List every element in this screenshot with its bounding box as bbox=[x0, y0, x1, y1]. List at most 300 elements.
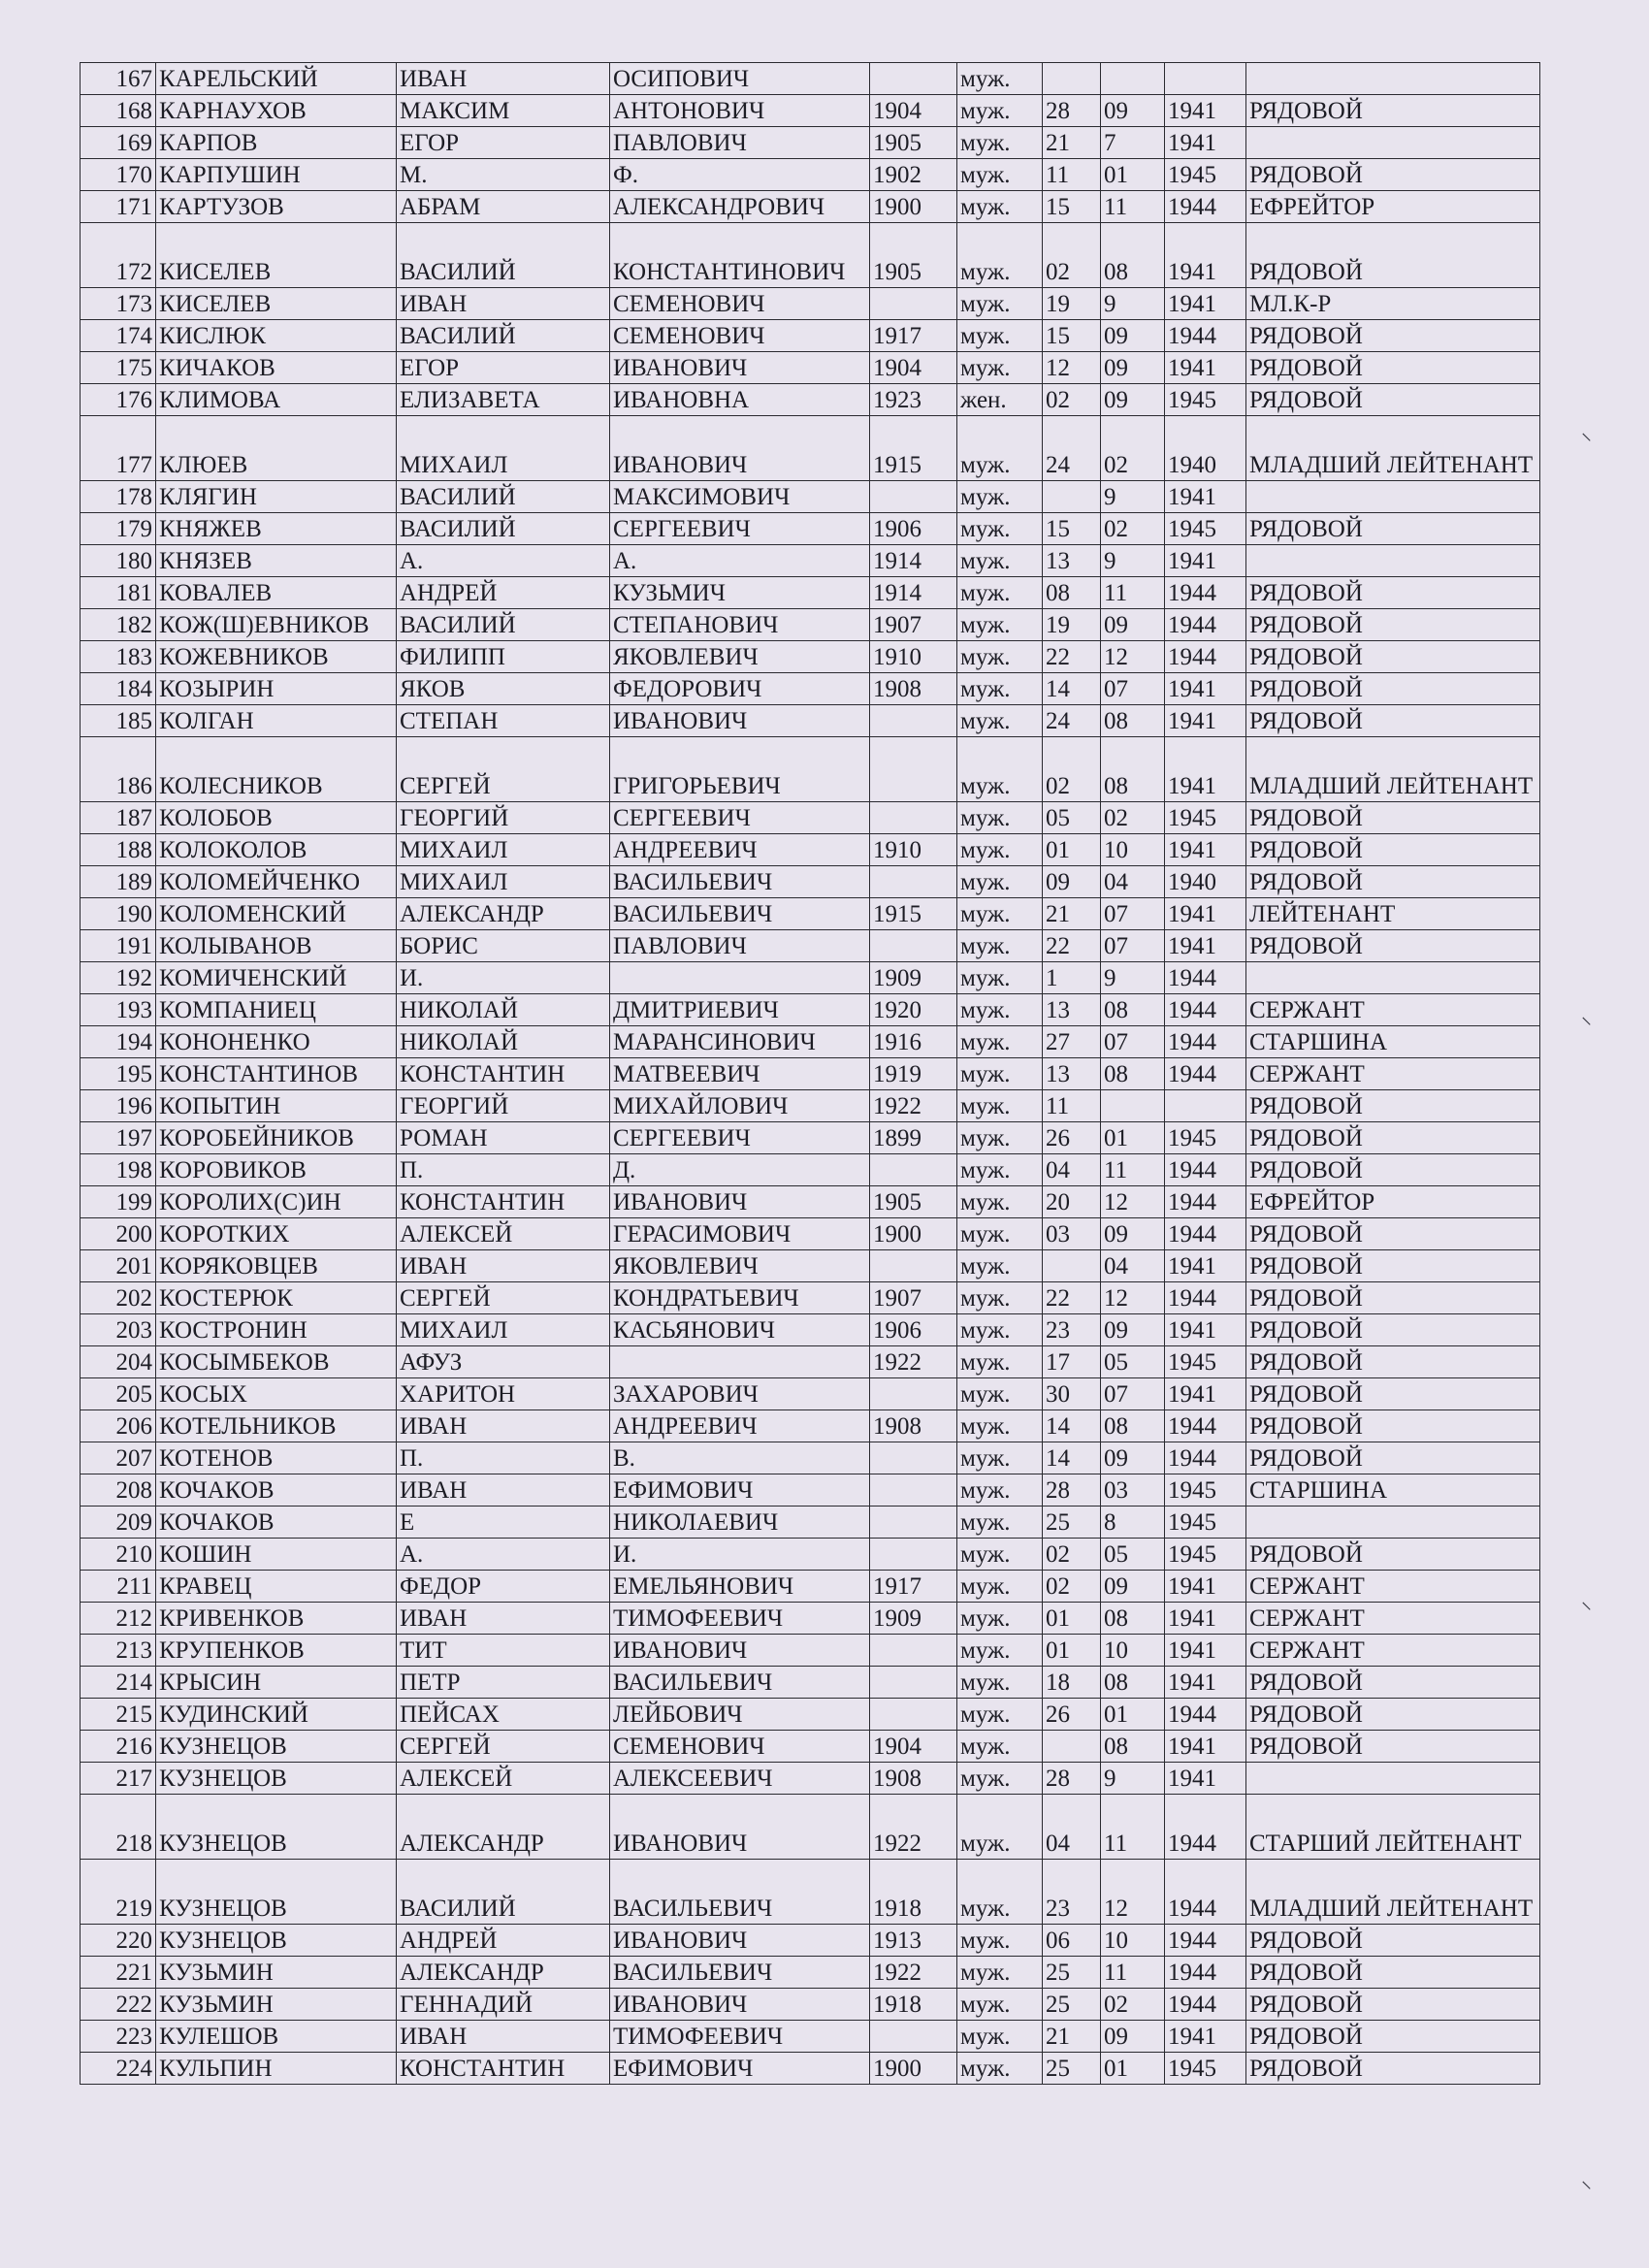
surname-cell: КОШИН bbox=[156, 1539, 397, 1571]
death-day-cell bbox=[1043, 63, 1101, 95]
death-year-cell: 1944 bbox=[1165, 1989, 1246, 2021]
row-number-cell: 192 bbox=[81, 962, 156, 994]
row-number-cell: 221 bbox=[81, 1957, 156, 1989]
row-number-cell: 201 bbox=[81, 1250, 156, 1282]
row-number-cell: 215 bbox=[81, 1699, 156, 1731]
first-name-cell: КОНСТАНТИН bbox=[397, 1058, 610, 1090]
birth-year-cell bbox=[870, 288, 957, 320]
patronymic-cell: АНДРЕЕВИЧ bbox=[610, 834, 870, 866]
death-month-cell: 10 bbox=[1101, 1925, 1165, 1957]
surname-cell: КОЛГАН bbox=[156, 705, 397, 737]
rank-cell: РЯДОВОЙ bbox=[1246, 1731, 1540, 1763]
death-day-cell: 25 bbox=[1043, 1989, 1101, 2021]
table-row bbox=[81, 898, 1540, 930]
surname-cell: КЛЮЕВ bbox=[156, 416, 397, 481]
table-row bbox=[81, 802, 1540, 834]
death-day-cell: 28 bbox=[1043, 95, 1101, 127]
rank-cell: ЛЕЙТЕНАНТ bbox=[1246, 898, 1540, 930]
birth-year-cell: 1915 bbox=[870, 898, 957, 930]
rank-cell: МЛАДШИЙ ЛЕЙТЕНАНТ bbox=[1246, 416, 1540, 481]
margin-mark: ⸜ bbox=[1581, 1590, 1593, 1614]
patronymic-cell: ИВАНОВИЧ bbox=[610, 1635, 870, 1667]
birth-year-cell: 1916 bbox=[870, 1026, 957, 1058]
birth-year-cell: 1905 bbox=[870, 223, 957, 288]
surname-cell: КНЯЗЕВ bbox=[156, 545, 397, 577]
death-month-cell: 09 bbox=[1101, 1571, 1165, 1603]
table-row bbox=[81, 416, 1540, 481]
table-row bbox=[81, 95, 1540, 127]
first-name-cell: СТЕПАН bbox=[397, 705, 610, 737]
death-month-cell: 12 bbox=[1101, 1860, 1165, 1925]
death-day-cell: 1 bbox=[1043, 962, 1101, 994]
table-row bbox=[81, 930, 1540, 962]
rank-cell: РЯДОВОЙ bbox=[1246, 1090, 1540, 1122]
first-name-cell: П. bbox=[397, 1442, 610, 1474]
sex-cell: муж. bbox=[957, 127, 1043, 159]
table-row bbox=[81, 159, 1540, 191]
surname-cell: КАРТУЗОВ bbox=[156, 191, 397, 223]
row-number-cell: 211 bbox=[81, 1571, 156, 1603]
table-row bbox=[81, 1282, 1540, 1314]
death-day-cell: 13 bbox=[1043, 545, 1101, 577]
row-number-cell: 176 bbox=[81, 384, 156, 416]
first-name-cell: КОНСТАНТИН bbox=[397, 2053, 610, 2085]
table-row bbox=[81, 1635, 1540, 1667]
rank-cell: МЛ.К-Р bbox=[1246, 288, 1540, 320]
patronymic-cell: АНДРЕЕВИЧ bbox=[610, 1410, 870, 1442]
patronymic-cell: ИВАНОВИЧ bbox=[610, 705, 870, 737]
row-number-cell: 172 bbox=[81, 223, 156, 288]
rank-cell: РЯДОВОЙ bbox=[1246, 1539, 1540, 1571]
rank-cell: МЛАДШИЙ ЛЕЙТЕНАНТ bbox=[1246, 737, 1540, 802]
table-row bbox=[81, 1154, 1540, 1186]
patronymic-cell: ЕФИМОВИЧ bbox=[610, 1474, 870, 1507]
table-row bbox=[81, 1378, 1540, 1410]
death-day-cell: 21 bbox=[1043, 127, 1101, 159]
table-row bbox=[81, 545, 1540, 577]
birth-year-cell bbox=[870, 802, 957, 834]
row-number-cell: 189 bbox=[81, 866, 156, 898]
death-day-cell: 15 bbox=[1043, 320, 1101, 352]
sex-cell: муж. bbox=[957, 962, 1043, 994]
surname-cell: КУЗЬМИН bbox=[156, 1957, 397, 1989]
death-year-cell: 1941 bbox=[1165, 1731, 1246, 1763]
birth-year-cell: 1908 bbox=[870, 1763, 957, 1795]
death-month-cell: 08 bbox=[1101, 1410, 1165, 1442]
row-number-cell: 187 bbox=[81, 802, 156, 834]
birth-year-cell bbox=[870, 1635, 957, 1667]
sex-cell: муж. bbox=[957, 1731, 1043, 1763]
surname-cell: КОРОЛИХ(С)ИН bbox=[156, 1186, 397, 1218]
death-year-cell: 1944 bbox=[1165, 577, 1246, 609]
patronymic-cell: МАКСИМОВИЧ bbox=[610, 481, 870, 513]
birth-year-cell bbox=[870, 481, 957, 513]
surname-cell: КОНСТАНТИНОВ bbox=[156, 1058, 397, 1090]
birth-year-cell: 1899 bbox=[870, 1122, 957, 1154]
birth-year-cell: 1915 bbox=[870, 416, 957, 481]
death-year-cell: 1944 bbox=[1165, 1699, 1246, 1731]
death-month-cell: 11 bbox=[1101, 577, 1165, 609]
death-month-cell: 02 bbox=[1101, 513, 1165, 545]
table-row bbox=[81, 320, 1540, 352]
death-year-cell: 1941 bbox=[1165, 1378, 1246, 1410]
birth-year-cell: 1923 bbox=[870, 384, 957, 416]
row-number-cell: 223 bbox=[81, 2021, 156, 2053]
patronymic-cell: ВАСИЛЬЕВИЧ bbox=[610, 898, 870, 930]
surname-cell: КАРНАУХОВ bbox=[156, 95, 397, 127]
patronymic-cell: ИВАНОВИЧ bbox=[610, 1186, 870, 1218]
death-day-cell: 20 bbox=[1043, 1186, 1101, 1218]
rank-cell bbox=[1246, 127, 1540, 159]
death-year-cell: 1945 bbox=[1165, 513, 1246, 545]
rank-cell: РЯДОВОЙ bbox=[1246, 1989, 1540, 2021]
death-month-cell: 02 bbox=[1101, 802, 1165, 834]
table-row bbox=[81, 1250, 1540, 1282]
death-year-cell: 1945 bbox=[1165, 802, 1246, 834]
birth-year-cell: 1914 bbox=[870, 577, 957, 609]
birth-year-cell: 1910 bbox=[870, 834, 957, 866]
death-day-cell: 17 bbox=[1043, 1346, 1101, 1378]
first-name-cell: ГЕННАДИЙ bbox=[397, 1989, 610, 2021]
death-month-cell: 12 bbox=[1101, 1186, 1165, 1218]
death-year-cell: 1941 bbox=[1165, 930, 1246, 962]
first-name-cell: П. bbox=[397, 1154, 610, 1186]
death-year-cell: 1944 bbox=[1165, 1218, 1246, 1250]
death-month-cell bbox=[1101, 1090, 1165, 1122]
death-day-cell: 15 bbox=[1043, 513, 1101, 545]
death-year-cell: 1941 bbox=[1165, 673, 1246, 705]
sex-cell: муж. bbox=[957, 1410, 1043, 1442]
surname-cell: КРЫСИН bbox=[156, 1667, 397, 1699]
patronymic-cell: А. bbox=[610, 545, 870, 577]
death-year-cell: 1941 bbox=[1165, 1667, 1246, 1699]
death-day-cell: 02 bbox=[1043, 1571, 1101, 1603]
surname-cell: КОЛЕСНИКОВ bbox=[156, 737, 397, 802]
death-year-cell: 1945 bbox=[1165, 1122, 1246, 1154]
sex-cell: муж. bbox=[957, 1571, 1043, 1603]
death-day-cell: 03 bbox=[1043, 1218, 1101, 1250]
sex-cell: муж. bbox=[957, 1218, 1043, 1250]
birth-year-cell bbox=[870, 2021, 957, 2053]
sex-cell: муж. bbox=[957, 737, 1043, 802]
margin-mark: ⸜ bbox=[1581, 1005, 1593, 1029]
death-month-cell: 11 bbox=[1101, 1957, 1165, 1989]
table-row bbox=[81, 705, 1540, 737]
rank-cell: РЯДОВОЙ bbox=[1246, 95, 1540, 127]
death-month-cell: 09 bbox=[1101, 1442, 1165, 1474]
sex-cell: муж. bbox=[957, 1603, 1043, 1635]
rank-cell: РЯДОВОЙ bbox=[1246, 705, 1540, 737]
surname-cell: КУЛЕШОВ bbox=[156, 2021, 397, 2053]
first-name-cell: ТИТ bbox=[397, 1635, 610, 1667]
birth-year-cell: 1913 bbox=[870, 1925, 957, 1957]
table-row bbox=[81, 384, 1540, 416]
row-number-cell: 179 bbox=[81, 513, 156, 545]
sex-cell: муж. bbox=[957, 994, 1043, 1026]
patronymic-cell: СЕМЕНОВИЧ bbox=[610, 288, 870, 320]
death-year-cell: 1944 bbox=[1165, 641, 1246, 673]
death-month-cell: 05 bbox=[1101, 1539, 1165, 1571]
row-number-cell: 182 bbox=[81, 609, 156, 641]
row-number-cell: 195 bbox=[81, 1058, 156, 1090]
death-year-cell: 1945 bbox=[1165, 2053, 1246, 2085]
rank-cell bbox=[1246, 545, 1540, 577]
row-number-cell: 216 bbox=[81, 1731, 156, 1763]
death-month-cell: 9 bbox=[1101, 545, 1165, 577]
table-row bbox=[81, 1474, 1540, 1507]
row-number-cell: 168 bbox=[81, 95, 156, 127]
table-row bbox=[81, 1860, 1540, 1925]
patronymic-cell: НИКОЛАЕВИЧ bbox=[610, 1507, 870, 1539]
first-name-cell: ЕЛИЗАВЕТА bbox=[397, 384, 610, 416]
rank-cell: МЛАДШИЙ ЛЕЙТЕНАНТ bbox=[1246, 1860, 1540, 1925]
row-number-cell: 212 bbox=[81, 1603, 156, 1635]
birth-year-cell: 1918 bbox=[870, 1989, 957, 2021]
birth-year-cell: 1908 bbox=[870, 1410, 957, 1442]
sex-cell: муж. bbox=[957, 705, 1043, 737]
birth-year-cell: 1922 bbox=[870, 1090, 957, 1122]
death-month-cell: 09 bbox=[1101, 1218, 1165, 1250]
rank-cell: РЯДОВОЙ bbox=[1246, 1122, 1540, 1154]
first-name-cell: ФИЛИПП bbox=[397, 641, 610, 673]
surname-cell: КОСТЕРЮК bbox=[156, 1282, 397, 1314]
sex-cell: муж. bbox=[957, 1314, 1043, 1346]
table-row bbox=[81, 513, 1540, 545]
surname-cell: КАРПОВ bbox=[156, 127, 397, 159]
birth-year-cell bbox=[870, 1539, 957, 1571]
birth-year-cell: 1922 bbox=[870, 1957, 957, 1989]
patronymic-cell: ПАВЛОВИЧ bbox=[610, 930, 870, 962]
sex-cell: муж. bbox=[957, 1474, 1043, 1507]
surname-cell: КОЧАКОВ bbox=[156, 1474, 397, 1507]
death-day-cell: 15 bbox=[1043, 191, 1101, 223]
death-day-cell: 23 bbox=[1043, 1860, 1101, 1925]
death-month-cell: 11 bbox=[1101, 1795, 1165, 1860]
first-name-cell: МИХАИЛ bbox=[397, 1314, 610, 1346]
surname-cell: КУЗНЕЦОВ bbox=[156, 1763, 397, 1795]
birth-year-cell: 1907 bbox=[870, 609, 957, 641]
table-row bbox=[81, 223, 1540, 288]
birth-year-cell: 1918 bbox=[870, 1860, 957, 1925]
death-day-cell: 04 bbox=[1043, 1795, 1101, 1860]
surname-cell: КОМПАНИЕЦ bbox=[156, 994, 397, 1026]
sex-cell: муж. bbox=[957, 1122, 1043, 1154]
sex-cell: муж. bbox=[957, 1058, 1043, 1090]
patronymic-cell: ГРИГОРЬЕВИЧ bbox=[610, 737, 870, 802]
sex-cell: муж. bbox=[957, 416, 1043, 481]
death-month-cell: 01 bbox=[1101, 1122, 1165, 1154]
birth-year-cell: 1906 bbox=[870, 513, 957, 545]
surname-cell: КОТЕЛЬНИКОВ bbox=[156, 1410, 397, 1442]
surname-cell: КОЧАКОВ bbox=[156, 1507, 397, 1539]
table-row bbox=[81, 1989, 1540, 2021]
row-number-cell: 183 bbox=[81, 641, 156, 673]
casualty-list-table-container bbox=[80, 62, 1539, 2085]
first-name-cell: МИХАИЛ bbox=[397, 834, 610, 866]
death-month-cell: 02 bbox=[1101, 1989, 1165, 2021]
death-year-cell: 1944 bbox=[1165, 609, 1246, 641]
birth-year-cell: 1910 bbox=[870, 641, 957, 673]
first-name-cell: ПЕТР bbox=[397, 1667, 610, 1699]
birth-year-cell: 1900 bbox=[870, 1218, 957, 1250]
first-name-cell: А. bbox=[397, 545, 610, 577]
surname-cell: КОСЫМБЕКОВ bbox=[156, 1346, 397, 1378]
death-year-cell: 1944 bbox=[1165, 1282, 1246, 1314]
death-month-cell: 9 bbox=[1101, 962, 1165, 994]
sex-cell: муж. bbox=[957, 320, 1043, 352]
surname-cell: КЛИМОВА bbox=[156, 384, 397, 416]
birth-year-cell: 1900 bbox=[870, 191, 957, 223]
death-year-cell: 1944 bbox=[1165, 1154, 1246, 1186]
row-number-cell: 188 bbox=[81, 834, 156, 866]
death-day-cell bbox=[1043, 481, 1101, 513]
sex-cell: муж. bbox=[957, 545, 1043, 577]
death-month-cell: 9 bbox=[1101, 1763, 1165, 1795]
sex-cell: жен. bbox=[957, 384, 1043, 416]
patronymic-cell: АНТОНОВИЧ bbox=[610, 95, 870, 127]
death-day-cell: 01 bbox=[1043, 1603, 1101, 1635]
death-month-cell: 08 bbox=[1101, 1603, 1165, 1635]
sex-cell: муж. bbox=[957, 1763, 1043, 1795]
sex-cell: муж. bbox=[957, 1925, 1043, 1957]
rank-cell: РЯДОВОЙ bbox=[1246, 609, 1540, 641]
rank-cell: РЯДОВОЙ bbox=[1246, 1314, 1540, 1346]
death-year-cell: 1944 bbox=[1165, 1442, 1246, 1474]
table-row bbox=[81, 994, 1540, 1026]
surname-cell: КОЖЕВНИКОВ bbox=[156, 641, 397, 673]
surname-cell: КОЛОБОВ bbox=[156, 802, 397, 834]
rank-cell bbox=[1246, 1507, 1540, 1539]
birth-year-cell bbox=[870, 1474, 957, 1507]
table-row bbox=[81, 352, 1540, 384]
death-year-cell: 1941 bbox=[1165, 2021, 1246, 2053]
first-name-cell: СЕРГЕЙ bbox=[397, 737, 610, 802]
birth-year-cell: 1908 bbox=[870, 673, 957, 705]
death-day-cell: 09 bbox=[1043, 866, 1101, 898]
birth-year-cell bbox=[870, 737, 957, 802]
table-row bbox=[81, 1218, 1540, 1250]
patronymic-cell: Д. bbox=[610, 1154, 870, 1186]
sex-cell: муж. bbox=[957, 223, 1043, 288]
death-day-cell: 12 bbox=[1043, 352, 1101, 384]
rank-cell: РЯДОВОЙ bbox=[1246, 1410, 1540, 1442]
rank-cell: СЕРЖАНТ bbox=[1246, 994, 1540, 1026]
table-row bbox=[81, 641, 1540, 673]
table-row bbox=[81, 1795, 1540, 1860]
death-day-cell: 14 bbox=[1043, 1442, 1101, 1474]
rank-cell: РЯДОВОЙ bbox=[1246, 577, 1540, 609]
surname-cell: КЛЯГИН bbox=[156, 481, 397, 513]
sex-cell: муж. bbox=[957, 930, 1043, 962]
birth-year-cell bbox=[870, 705, 957, 737]
surname-cell: КОРОТКИХ bbox=[156, 1218, 397, 1250]
row-number-cell: 180 bbox=[81, 545, 156, 577]
row-number-cell: 198 bbox=[81, 1154, 156, 1186]
rank-cell: РЯДОВОЙ bbox=[1246, 513, 1540, 545]
table-row bbox=[81, 63, 1540, 95]
patronymic-cell: СЕМЕНОВИЧ bbox=[610, 1731, 870, 1763]
rank-cell: РЯДОВОЙ bbox=[1246, 1346, 1540, 1378]
surname-cell: КУЗНЕЦОВ bbox=[156, 1860, 397, 1925]
surname-cell: КОСТРОНИН bbox=[156, 1314, 397, 1346]
death-month-cell: 11 bbox=[1101, 191, 1165, 223]
casualty-list-table bbox=[80, 62, 1540, 2085]
table-row bbox=[81, 1314, 1540, 1346]
first-name-cell: АНДРЕЙ bbox=[397, 577, 610, 609]
patronymic-cell: ИВАНОВИЧ bbox=[610, 1795, 870, 1860]
death-day-cell: 08 bbox=[1043, 577, 1101, 609]
death-day-cell: 27 bbox=[1043, 1026, 1101, 1058]
table-row bbox=[81, 1186, 1540, 1218]
death-month-cell: 01 bbox=[1101, 159, 1165, 191]
sex-cell: муж. bbox=[957, 1507, 1043, 1539]
death-year-cell: 1941 bbox=[1165, 1603, 1246, 1635]
rank-cell: ЕФРЕЙТОР bbox=[1246, 191, 1540, 223]
rank-cell: СТАРШИЙ ЛЕЙТЕНАНТ bbox=[1246, 1795, 1540, 1860]
first-name-cell: ВАСИЛИЙ bbox=[397, 320, 610, 352]
death-day-cell: 06 bbox=[1043, 1925, 1101, 1957]
rank-cell: РЯДОВОЙ bbox=[1246, 802, 1540, 834]
sex-cell: муж. bbox=[957, 1026, 1043, 1058]
patronymic-cell: ТИМОФЕЕВИЧ bbox=[610, 1603, 870, 1635]
patronymic-cell: ИВАНОВИЧ bbox=[610, 1989, 870, 2021]
row-number-cell: 224 bbox=[81, 2053, 156, 2085]
death-day-cell: 19 bbox=[1043, 609, 1101, 641]
row-number-cell: 178 bbox=[81, 481, 156, 513]
rank-cell: РЯДОВОЙ bbox=[1246, 641, 1540, 673]
table-row bbox=[81, 127, 1540, 159]
birth-year-cell: 1906 bbox=[870, 1314, 957, 1346]
sex-cell: муж. bbox=[957, 1860, 1043, 1925]
death-year-cell: 1941 bbox=[1165, 1314, 1246, 1346]
death-year-cell: 1945 bbox=[1165, 384, 1246, 416]
death-day-cell: 23 bbox=[1043, 1314, 1101, 1346]
first-name-cell: МИХАИЛ bbox=[397, 866, 610, 898]
rank-cell: РЯДОВОЙ bbox=[1246, 352, 1540, 384]
first-name-cell: ИВАН bbox=[397, 288, 610, 320]
patronymic-cell: ЗАХАРОВИЧ bbox=[610, 1378, 870, 1410]
first-name-cell: АЛЕКСАНДР bbox=[397, 1795, 610, 1860]
rank-cell: РЯДОВОЙ bbox=[1246, 384, 1540, 416]
death-day-cell: 22 bbox=[1043, 641, 1101, 673]
death-year-cell: 1941 bbox=[1165, 898, 1246, 930]
birth-year-cell: 1902 bbox=[870, 159, 957, 191]
patronymic-cell: СЕРГЕЕВИЧ bbox=[610, 802, 870, 834]
row-number-cell: 177 bbox=[81, 416, 156, 481]
table-row bbox=[81, 673, 1540, 705]
death-year-cell: 1940 bbox=[1165, 866, 1246, 898]
table-row bbox=[81, 609, 1540, 641]
patronymic-cell: ВАСИЛЬЕВИЧ bbox=[610, 1860, 870, 1925]
patronymic-cell: ВАСИЛЬЕВИЧ bbox=[610, 1957, 870, 1989]
death-month-cell: 01 bbox=[1101, 1699, 1165, 1731]
surname-cell: КОСЫХ bbox=[156, 1378, 397, 1410]
surname-cell: КУЗНЕЦОВ bbox=[156, 1731, 397, 1763]
rank-cell: РЯДОВОЙ bbox=[1246, 834, 1540, 866]
death-month-cell: 10 bbox=[1101, 834, 1165, 866]
sex-cell: муж. bbox=[957, 513, 1043, 545]
rank-cell: РЯДОВОЙ bbox=[1246, 866, 1540, 898]
first-name-cell: ГЕОРГИЙ bbox=[397, 1090, 610, 1122]
row-number-cell: 219 bbox=[81, 1860, 156, 1925]
patronymic-cell: МИХАЙЛОВИЧ bbox=[610, 1090, 870, 1122]
death-month-cell: 08 bbox=[1101, 1058, 1165, 1090]
sex-cell: муж. bbox=[957, 63, 1043, 95]
table-row bbox=[81, 1122, 1540, 1154]
rank-cell: РЯДОВОЙ bbox=[1246, 320, 1540, 352]
patronymic-cell: СЕМЕНОВИЧ bbox=[610, 320, 870, 352]
death-day-cell: 11 bbox=[1043, 159, 1101, 191]
